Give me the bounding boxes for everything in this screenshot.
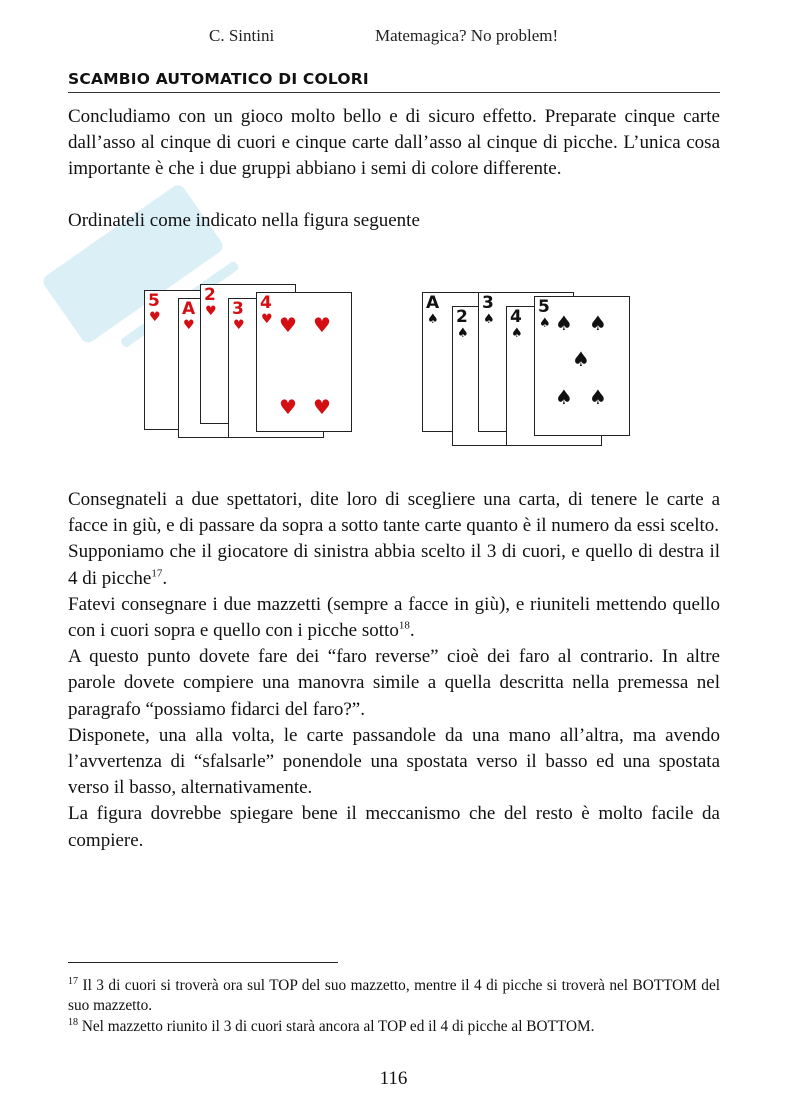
footnote-number: 17: [68, 975, 78, 987]
heart-icon: ♥: [233, 318, 245, 333]
footnote-divider: [68, 962, 338, 963]
spade-icon: ♠: [511, 326, 523, 341]
heart-icon: ♥: [313, 395, 331, 419]
cards-figure: [140, 280, 640, 440]
heart-icon: ♥: [279, 313, 297, 337]
card-spades-5: [534, 296, 630, 436]
spade-icon: ♠: [427, 312, 439, 327]
footnote-ref-17[interactable]: 17: [151, 567, 163, 580]
card-rank: A: [426, 293, 440, 313]
paragraph-text: Fatevi consegnare i due mazzetti (sempre a facce in giù), e riuniteli mettendo quello con i cuori sopra e quello con i picche sotto: [68, 593, 720, 642]
heart-icon: ♥: [149, 310, 161, 325]
heart-icon: ♥: [279, 395, 297, 419]
paragraph: A questo punto dovete fare dei “faro reverse” cioè dei faro al contrario. In altre parole dovete compiere una manovra simile a quella descritta nella premessa nel paragrafo “possiamo fidarci del faro?”.: [68, 646, 720, 720]
card-rank: 3: [482, 293, 494, 313]
card-rank: 2: [456, 307, 468, 327]
card-rank: 4: [510, 307, 522, 327]
footnote-number: 18: [68, 1016, 78, 1028]
spade-icon: ♠: [539, 316, 551, 331]
paragraph: Consegnateli a due spettatori, dite loro di scegliere una carta, di tenere le carte a facce in giù, e di passare da sopra a sotto tante carte quanto è il numero da essi scelto.: [68, 489, 720, 537]
paragraph: Concludiamo con un gioco molto bello e di sicuro effetto. Preparate cinque carte dall’asso al cinque di cuori e cinque carte dall’asso al cinque di picche. L’unica cosa importante è che i due gruppi abbiano i semi di colore differente.: [68, 106, 720, 180]
card-hearts-4: [256, 292, 352, 432]
spade-icon: ♠: [572, 347, 590, 371]
header-book-title: Matemagica? No problem!: [375, 26, 559, 45]
card-rank: 5: [538, 297, 550, 317]
header-author: C. Sintini: [209, 26, 275, 45]
spade-icon: ♠: [457, 326, 469, 341]
spade-icon: ♠: [555, 385, 573, 409]
main-text: [68, 487, 720, 854]
spade-icon: ♠: [555, 311, 573, 335]
footnote-18: [68, 1017, 720, 1037]
paragraph: [68, 539, 720, 591]
card-rank: 4: [260, 293, 272, 313]
paragraph: Ordinateli come indicato nella figura seguente: [68, 210, 420, 231]
heart-icon: ♥: [261, 312, 273, 327]
paragraph-end: .: [162, 567, 168, 589]
card-rank: A: [182, 299, 196, 319]
paragraph-end: .: [409, 620, 415, 642]
card-rank: 3: [232, 299, 244, 319]
card-rank: 5: [148, 291, 160, 311]
card-rank: 2: [204, 285, 216, 305]
paragraph-text: Supponiamo che il giocatore di sinistra abbia scelto il 3 di cuori, e quello di destra il 4 di picche: [68, 541, 720, 589]
heart-icon: ♥: [313, 313, 331, 337]
section-title: SCAMBIO AUTOMATICO DI COLORI: [68, 70, 720, 93]
heart-icon: ♥: [205, 304, 217, 319]
spade-icon: ♠: [589, 311, 607, 335]
footnote-17: [68, 976, 720, 1016]
spade-icon: ♠: [589, 385, 607, 409]
paragraph: Disponete, una alla volta, le carte passandole da una mano all’altra, ma avendo l’avvertenza di “sfalsarle” ponendole una spostata verso il basso ed una spostata verso il basso, alternativamente.: [68, 724, 720, 799]
spade-icon: ♠: [483, 312, 495, 327]
paragraph: La figura dovrebbe spiegare bene il meccanismo che del resto è molto facile da compiere.: [68, 803, 720, 851]
figure-intro: [68, 208, 720, 234]
paragraph: [68, 592, 720, 644]
footnote-ref-18[interactable]: 18: [398, 619, 410, 632]
page-number: 116: [379, 1068, 408, 1089]
footnote-text: Nel mazzetto riunito il 3 di cuori starà ancora al TOP ed il 4 di picche al BOTTOM.: [81, 1018, 595, 1035]
intro-paragraph: [68, 104, 720, 183]
footnote-text: Il 3 di cuori si troverà ora sul TOP del suo mazzetto, mentre il 4 di picche si troverà nel BOTTOM del suo mazzetto.: [68, 977, 720, 1014]
heart-icon: ♥: [183, 318, 195, 333]
